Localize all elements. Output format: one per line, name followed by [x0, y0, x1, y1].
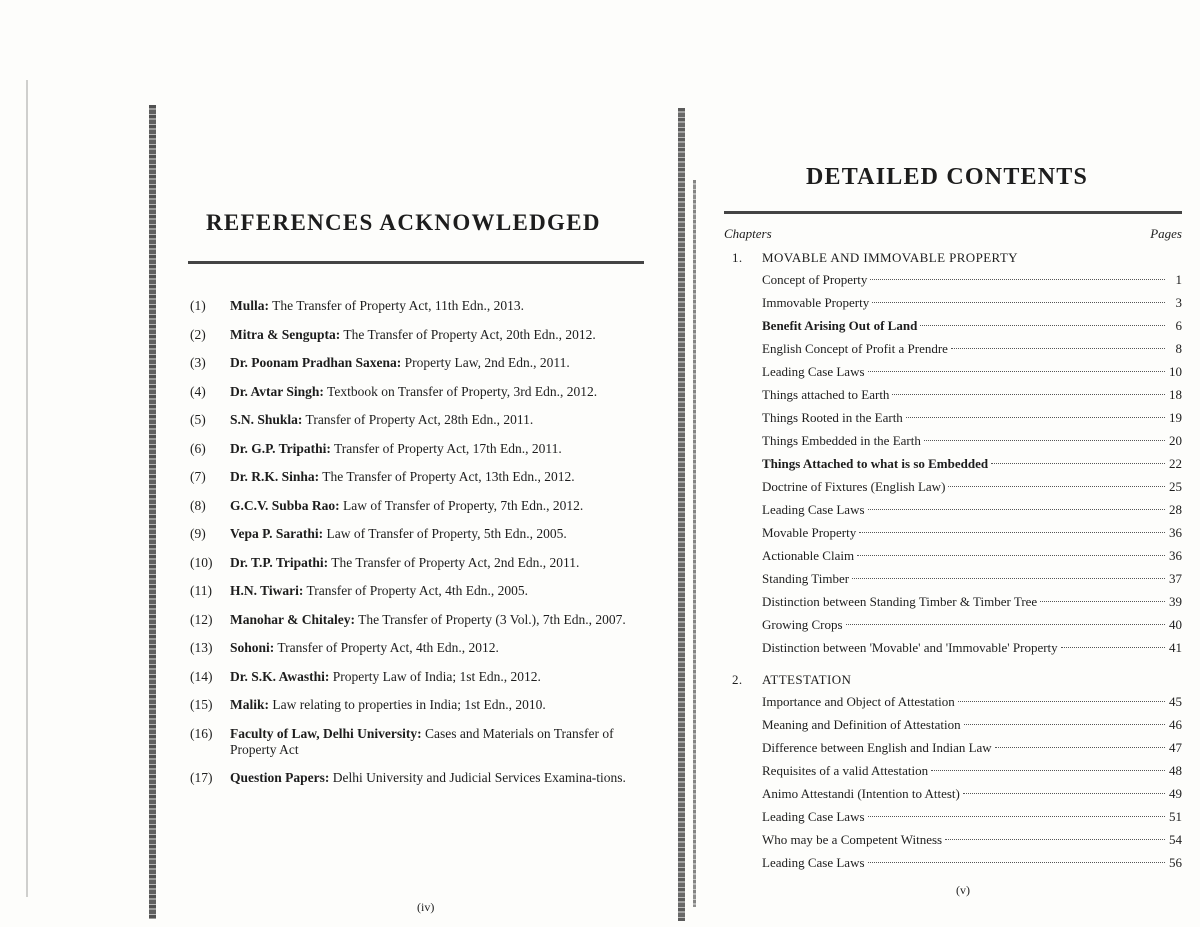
left-page	[160, 0, 670, 927]
dot-leader	[868, 509, 1165, 510]
reference-text	[230, 555, 660, 571]
reference-author: Vepa P. Sarathi:	[230, 526, 324, 541]
chapter-heading	[732, 250, 1182, 266]
toc-entry	[762, 694, 1182, 717]
dot-leader	[931, 770, 1165, 771]
toc-entry-title: Standing Timber	[762, 571, 850, 586]
reference-title: Transfer of Property Act, 28th Edn., 2011.	[302, 412, 534, 427]
reference-author: Dr. G.P. Tripathi:	[230, 440, 331, 456]
reference-item	[190, 355, 660, 371]
reference-number: (1)	[190, 298, 206, 313]
reference-title: The Transfer of Property (3 Vol.), 7th Edn., 2007.	[355, 611, 626, 627]
reference-text	[230, 612, 660, 628]
reference-item	[190, 412, 660, 428]
toc-entry-page: 36	[1169, 548, 1182, 563]
page-number-left: (iv)	[417, 900, 435, 914]
reference-author: Dr. R.K. Sinha:	[230, 469, 320, 484]
page-edge-left	[149, 105, 156, 919]
toc-entry-page: 45	[1169, 694, 1182, 709]
reference-number: (15)	[190, 697, 213, 712]
toc-entry-title: Concept of Property	[762, 272, 868, 287]
reference-item	[190, 327, 660, 343]
toc-entry	[762, 594, 1182, 617]
toc-entry-title: Actionable Claim	[762, 548, 855, 563]
reference-item	[190, 555, 660, 571]
toc-entry	[762, 456, 1182, 479]
toc-entry	[762, 548, 1182, 571]
toc-entry-title: Animo Attestandi (Intention to Attest)	[762, 786, 960, 801]
toc-entry	[762, 410, 1182, 433]
toc-entry-page: 56	[1169, 855, 1182, 870]
toc-entry	[762, 617, 1182, 640]
chapter-title: MOVABLE AND IMMOVABLE PROPERTY	[762, 250, 1018, 265]
reference-text	[230, 770, 660, 786]
toc-entry-page: 51	[1169, 809, 1182, 824]
dot-leader	[852, 578, 1165, 579]
dot-leader	[870, 279, 1165, 280]
chapter-section	[732, 672, 1182, 878]
reference-author: Malik:	[230, 697, 269, 712]
dot-leader	[868, 371, 1165, 372]
reference-item	[190, 726, 660, 758]
reference-number: (14)	[190, 668, 213, 684]
toc-entry-page: 8	[1175, 341, 1182, 356]
reference-title: Law of Transfer of Property, 5th Edn., 2005.	[323, 526, 567, 541]
toc-entry	[762, 571, 1182, 594]
reference-text	[230, 640, 660, 656]
reference-title: The Transfer of Property Act, 20th Edn., 2012.	[340, 326, 596, 342]
toc-entry-page: 6	[1175, 318, 1182, 333]
toc-entry	[762, 786, 1182, 809]
reference-author: Manohar & Chitaley:	[230, 611, 355, 627]
reference-title: Property Law, 2nd Edn., 2011.	[401, 355, 570, 370]
reference-author: Dr. Poonam Pradhan Saxena:	[230, 355, 402, 370]
dot-leader	[1061, 647, 1165, 648]
reference-item	[190, 526, 660, 542]
dot-leader	[991, 463, 1165, 464]
reference-text	[230, 583, 660, 599]
toc-entry-page: 1	[1175, 272, 1182, 287]
reference-item	[190, 498, 660, 514]
reference-number: (4)	[190, 383, 206, 399]
dot-leader	[846, 624, 1165, 625]
toc-entry-title: Things Attached to what is so Embedded	[762, 456, 989, 471]
reference-item	[190, 298, 660, 314]
reference-title: Transfer of Property Act, 17th Edn., 2011.	[330, 440, 562, 456]
title-rule	[188, 261, 644, 264]
dot-leader	[963, 793, 1165, 794]
toc-entry-page: 25	[1169, 479, 1182, 494]
reference-author: H.N. Tiwari:	[230, 583, 304, 598]
toc-entry-title: English Concept of Profit a Prendre	[762, 341, 948, 356]
toc-entry	[762, 479, 1182, 502]
toc-entry-page: 22	[1169, 456, 1182, 471]
dot-leader	[892, 394, 1165, 395]
toc-entry-page: 36	[1169, 525, 1182, 540]
toc-entry-title: Leading Case Laws	[762, 809, 865, 824]
toc-entry-title: Importance and Object of Attestation	[762, 694, 955, 709]
reference-number: (7)	[190, 469, 206, 484]
toc-entry-page: 41	[1169, 640, 1182, 655]
reference-title: Transfer of Property Act, 4th Edn., 2012.	[274, 640, 499, 655]
reference-author: S.N. Shukla:	[230, 412, 303, 427]
toc-entry	[762, 295, 1182, 318]
reference-item	[190, 697, 660, 713]
toc-entry	[762, 855, 1182, 878]
toc-entry-title: Leading Case Laws	[762, 502, 865, 517]
reference-title: Textbook on Transfer of Property, 3rd Edn., 2012.	[323, 383, 598, 399]
dot-leader	[868, 862, 1165, 863]
reference-number: (11)	[190, 583, 212, 598]
reference-title: Law relating to properties in India; 1st Edn., 2010.	[269, 697, 546, 712]
reference-text	[230, 412, 660, 428]
reference-text	[230, 298, 660, 314]
dot-leader	[995, 747, 1165, 748]
pages-header: Pages	[1150, 226, 1182, 241]
reference-number: (5)	[190, 412, 206, 427]
toc-entry-title: Who may be a Competent Witness	[762, 832, 943, 847]
reference-number: (16)	[190, 725, 213, 741]
toc-entry-title: Things attached to Earth	[762, 387, 890, 402]
dot-leader	[920, 325, 1165, 326]
toc-entry-title: Leading Case Laws	[762, 855, 865, 870]
dot-leader	[872, 302, 1165, 303]
reference-item	[190, 441, 660, 457]
reference-text	[230, 441, 660, 457]
reference-text	[230, 697, 660, 713]
toc-entry-page: 54	[1169, 832, 1182, 847]
reference-author: Question Papers:	[230, 770, 330, 785]
toc-entry-title: Growing Crops	[762, 617, 843, 632]
reference-text	[230, 526, 660, 542]
chapters-header: Chapters	[724, 226, 772, 241]
reference-title: The Transfer of Property Act, 11th Edn., 2013.	[269, 298, 524, 313]
reference-title: Transfer of Property Act, 4th Edn., 2005.	[303, 583, 528, 598]
reference-item	[190, 669, 660, 685]
toc-entry	[762, 502, 1182, 525]
toc-entry	[762, 740, 1182, 763]
reference-number: (6)	[190, 440, 206, 456]
dot-leader	[906, 417, 1165, 418]
column-headers	[724, 226, 1182, 242]
toc-entry-title: Things Rooted in the Earth	[762, 410, 903, 425]
dot-leader	[945, 839, 1165, 840]
toc-entry	[762, 832, 1182, 855]
toc-entry-page: 46	[1169, 717, 1182, 732]
chapter-heading	[732, 672, 1182, 688]
book-gutter	[678, 108, 685, 921]
toc-entry-page: 18	[1169, 387, 1182, 402]
reference-author: Dr. T.P. Tripathi:	[230, 554, 329, 570]
right-page	[722, 0, 1192, 927]
reference-author: Dr. S.K. Awasthi:	[230, 668, 330, 684]
reference-author: G.C.V. Subba Rao:	[230, 497, 340, 513]
dot-leader	[868, 816, 1165, 817]
toc-entry-page: 19	[1169, 410, 1182, 425]
toc-entry	[762, 387, 1182, 410]
toc-entry-title: Requisites of a valid Attestation	[762, 763, 929, 778]
reference-author: Dr. Avtar Singh:	[230, 383, 324, 399]
dot-leader	[1040, 601, 1165, 602]
toc-entry	[762, 809, 1182, 832]
reference-item	[190, 469, 660, 485]
toc-entry-page: 40	[1169, 617, 1182, 632]
toc-entry-page: 47	[1169, 740, 1182, 755]
toc-entry-title: Distinction between Standing Timber & Timber Tree	[762, 594, 1038, 609]
dot-leader	[951, 348, 1165, 349]
toc-entry-page: 37	[1169, 571, 1182, 586]
reference-text	[230, 327, 660, 343]
toc-entry-page: 3	[1175, 295, 1182, 310]
chapter-section	[732, 250, 1182, 663]
chapter-title: ATTESTATION	[762, 672, 852, 687]
page-number-right: (v)	[956, 883, 970, 897]
toc-entry-title: Distinction between 'Movable' and 'Immovable' Property	[762, 640, 1058, 655]
reference-title: Property Law of India; 1st Edn., 2012.	[329, 668, 541, 684]
reference-text	[230, 469, 660, 485]
dot-leader	[948, 486, 1165, 487]
toc-entry	[762, 717, 1182, 740]
reference-text	[230, 498, 660, 514]
reference-author: Faculty of Law, Delhi University:	[230, 725, 422, 741]
reference-text	[230, 384, 660, 400]
reference-title: The Transfer of Property Act, 2nd Edn., 2011.	[328, 554, 580, 570]
toc-entry-title: Leading Case Laws	[762, 364, 865, 379]
chapter-number: 1.	[732, 250, 743, 265]
reference-text	[230, 355, 660, 371]
toc-entry-title: Benefit Arising Out of Land	[762, 318, 918, 333]
reference-number: (2)	[190, 326, 206, 342]
reference-number: (12)	[190, 611, 213, 627]
references-title: REFERENCES ACKNOWLEDGED	[206, 210, 601, 235]
toc-entry	[762, 525, 1182, 548]
reference-item	[190, 583, 660, 599]
reference-number: (13)	[190, 640, 213, 655]
reference-item	[190, 612, 660, 628]
toc-entry-title: Meaning and Definition of Attestation	[762, 717, 961, 732]
toc-entry	[762, 341, 1182, 364]
reference-item	[190, 384, 660, 400]
dot-leader	[964, 724, 1165, 725]
reference-text	[230, 669, 660, 685]
toc-entry	[762, 272, 1182, 295]
scan-artifact	[26, 80, 28, 897]
toc-entry-page: 48	[1169, 763, 1182, 778]
reference-number: (3)	[190, 355, 206, 370]
toc-entry-page: 20	[1169, 433, 1182, 448]
toc-entry-title: Things Embedded in the Earth	[762, 433, 921, 448]
reference-number: (8)	[190, 497, 206, 513]
dot-leader	[958, 701, 1165, 702]
toc-entry-title: Movable Property	[762, 525, 857, 540]
reference-author: Mulla:	[230, 298, 269, 313]
reference-list	[190, 298, 660, 799]
toc-entry	[762, 763, 1182, 786]
toc-entry-page: 49	[1169, 786, 1182, 801]
reference-title: Delhi University and Judicial Services Examina-tions.	[329, 770, 626, 785]
reference-title: Cases and Materials on Transfer of Property Act	[230, 725, 614, 757]
reference-item	[190, 770, 660, 786]
toc-entry-title: Difference between English and Indian Law	[762, 740, 992, 755]
reference-number: (9)	[190, 526, 206, 541]
reference-number: (10)	[190, 554, 213, 570]
toc-entry-page: 10	[1169, 364, 1182, 379]
dot-leader	[857, 555, 1165, 556]
reference-number: (17)	[190, 770, 213, 785]
reference-title: Law of Transfer of Property, 7th Edn., 2012.	[339, 497, 584, 513]
book-gutter-shadow	[693, 180, 696, 907]
toc-entry-page: 39	[1169, 594, 1182, 609]
toc-entry	[762, 318, 1182, 341]
toc-entry-page: 28	[1169, 502, 1182, 517]
reference-author: Mitra & Sengupta:	[230, 326, 341, 342]
toc-entry	[762, 640, 1182, 663]
toc-entry-title: Immovable Property	[762, 295, 870, 310]
toc-entry	[762, 433, 1182, 456]
dot-leader	[859, 532, 1165, 533]
reference-author: Sohoni:	[230, 640, 275, 655]
dot-leader	[924, 440, 1165, 441]
toc-entry-title: Doctrine of Fixtures (English Law)	[762, 479, 946, 494]
chapter-number: 2.	[732, 672, 743, 687]
toc-entry	[762, 364, 1182, 387]
title-rule	[724, 211, 1182, 214]
reference-title: The Transfer of Property Act, 13th Edn., 2012.	[319, 469, 575, 484]
reference-text	[230, 726, 660, 758]
contents-title: DETAILED CONTENTS	[806, 164, 1089, 190]
reference-item	[190, 640, 660, 656]
